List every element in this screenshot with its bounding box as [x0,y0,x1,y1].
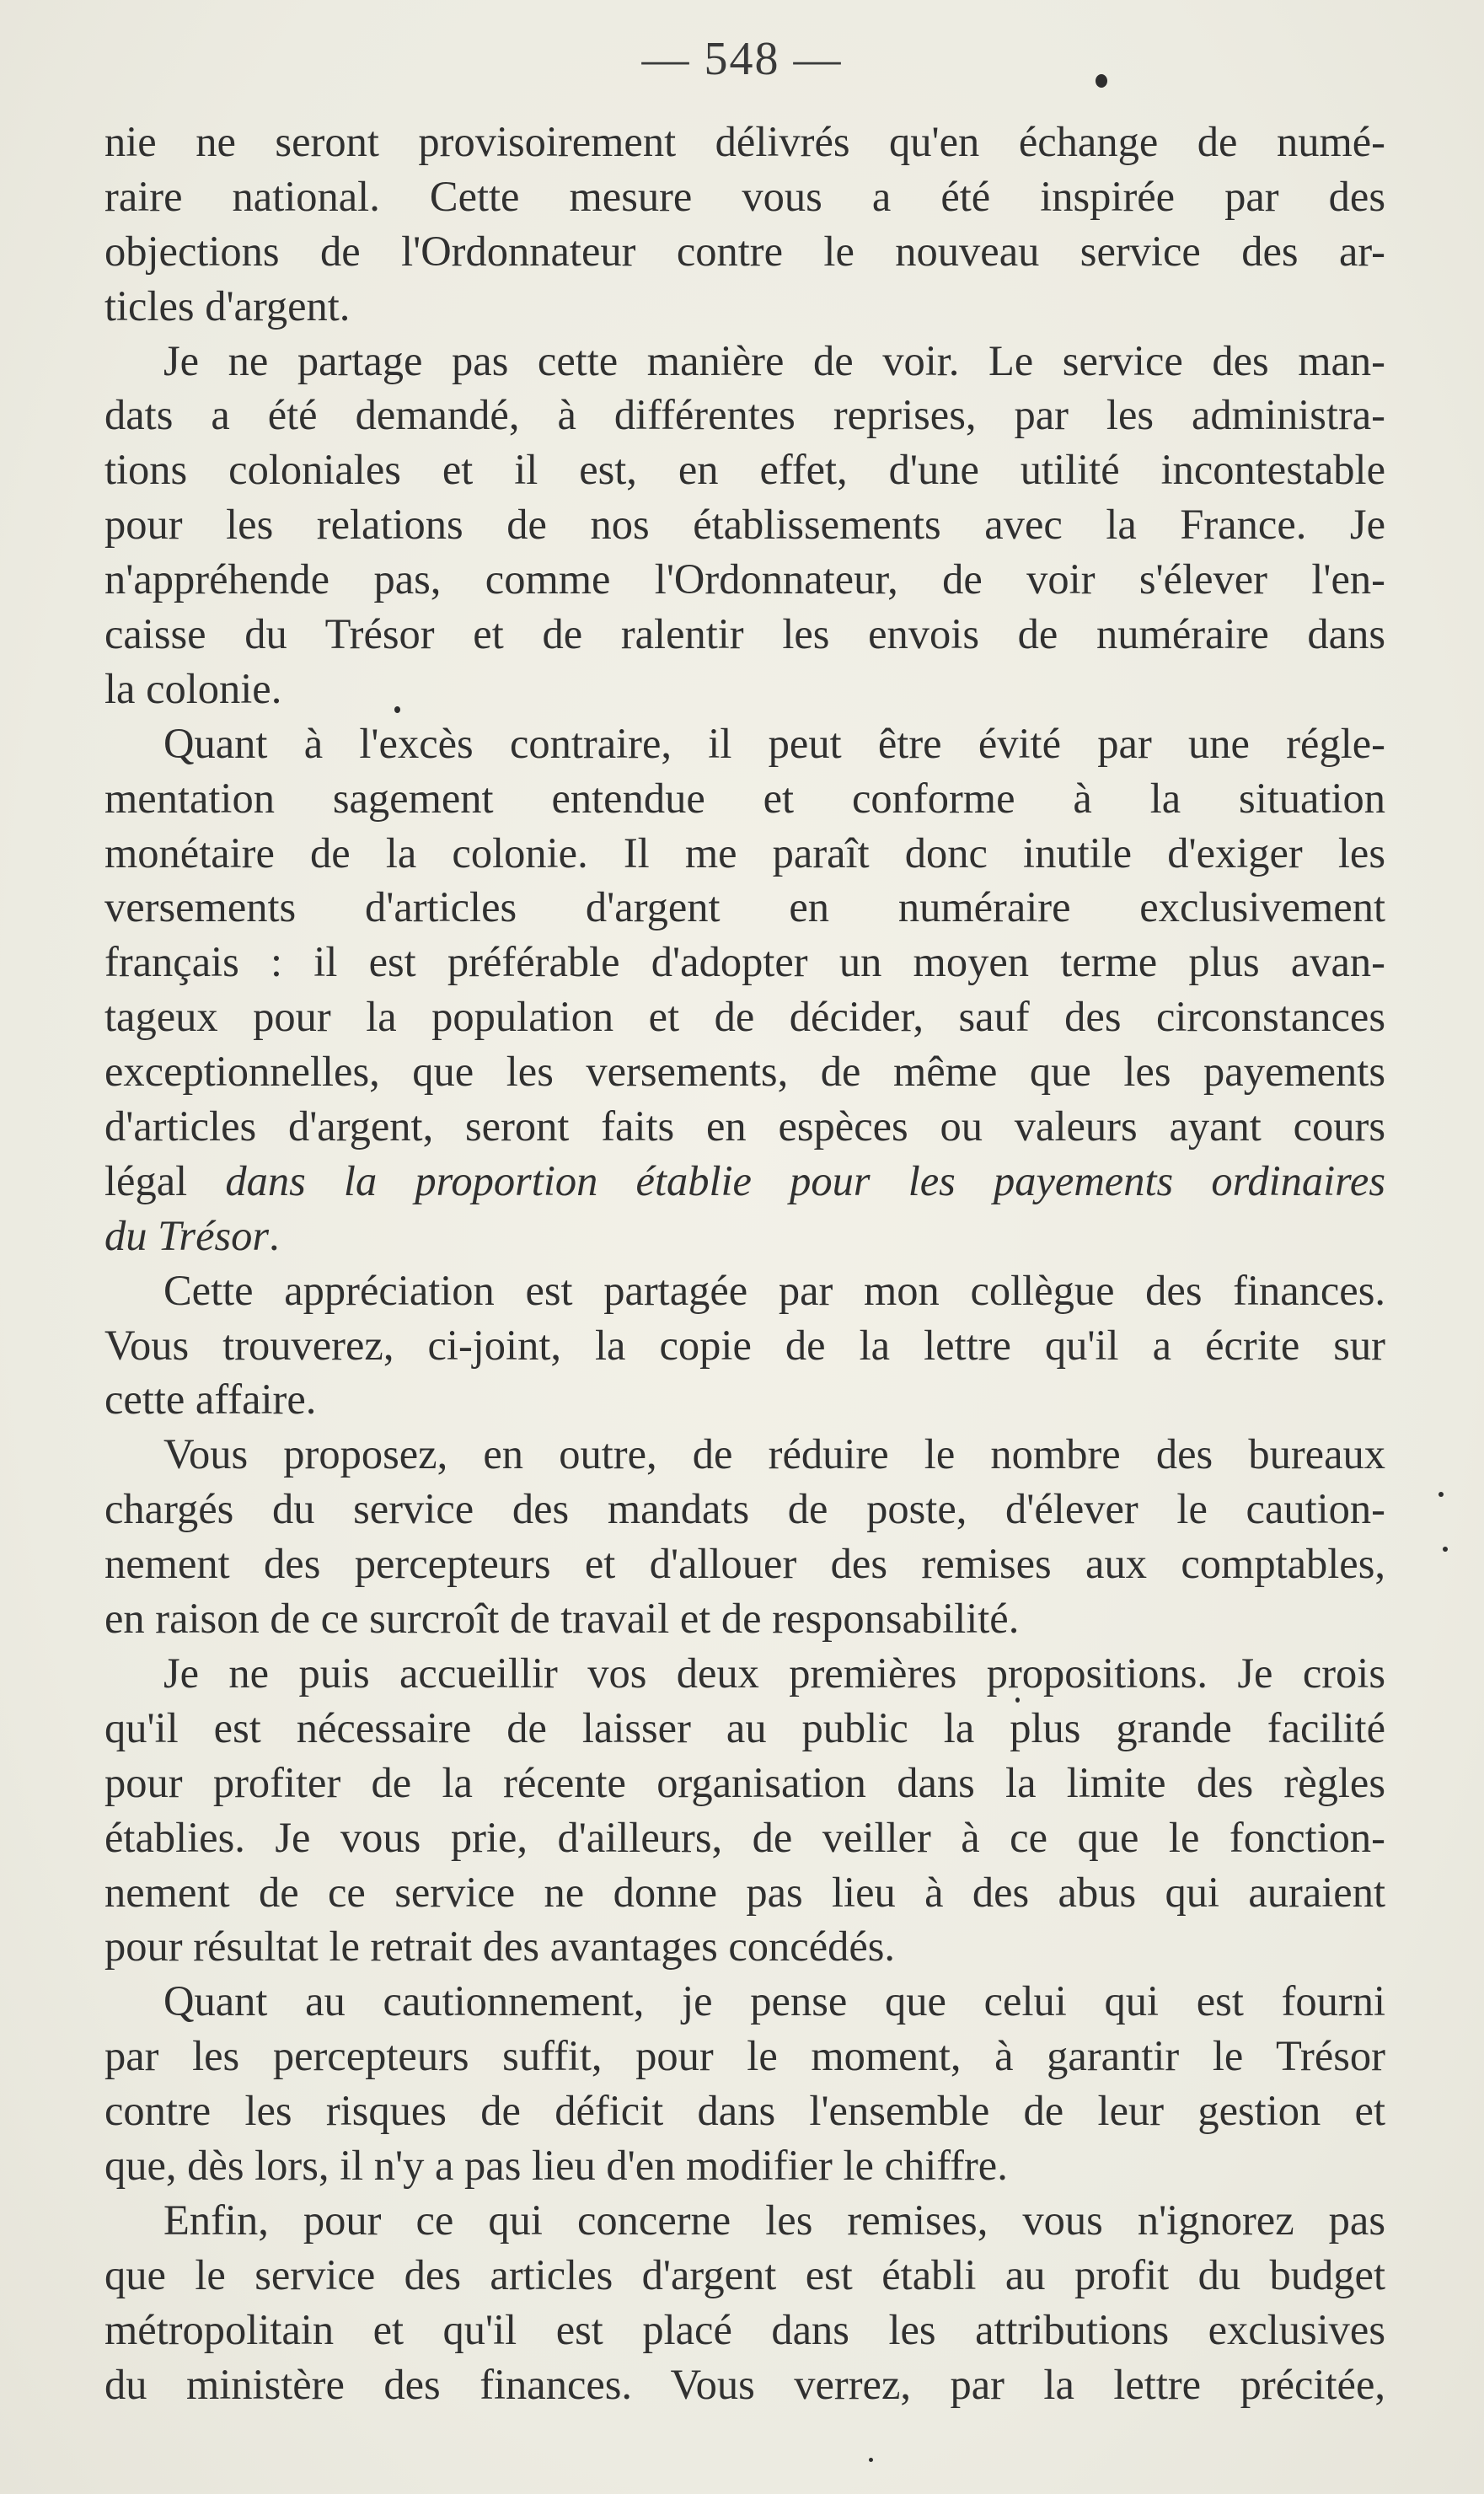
text-line: raire national. Cette mesure vous a été inspirée par des [104,172,1385,220]
text-line: par les percepteurs suffit, pour le moment, à garantir le Trésor [104,2032,1385,2080]
paragraph-start: Vous proposez, en outre, de réduire le nombre des bureaux [163,1430,1385,1478]
text-line: qu'il est nécessaire de laisser au public la plus grande facilité [104,1703,1385,1751]
paragraph-start: Je ne partage pas cette manière de voir. Le service des man- [163,336,1385,384]
text-line: dats a été demandé, à différentes reprises, par les administra- [104,391,1385,439]
text-line: nie ne seront provisoirement délivrés qu'en échange de numé- [104,118,1385,165]
text-segment: . [269,1211,280,1259]
text-line: Vous trouverez, ci-joint, la copie de la lettre qu'il a écrite sur [104,1321,1385,1369]
text-line: que, dès lors, il n'y a pas lieu d'en modifier le chiffre. [104,2141,1008,2189]
text-line: monétaire de la colonie. Il me paraît donc inutile d'exiger les [104,829,1385,877]
page-number: — 548 — [641,33,843,85]
text-line: pour résultat le retrait des avantages concédés. [104,1923,896,1971]
text-line: n'appréhende pas, comme l'Ordonnateur, de voir s'élever l'en- [104,555,1385,603]
ink-speck [394,706,400,713]
text-segment: légal [104,1156,226,1204]
text-line: contre les risques de déficit dans l'ensemble de leur gestion et [104,2087,1385,2135]
text-line: en raison de ce surcroît de travail et de responsabilité. [104,1595,1020,1643]
text-line: pour les relations de nos établissements avec la France. Je [104,501,1385,549]
text-line: la colonie. [104,664,282,712]
text-line: pour profiter de la récente organisation dans la limite des règles [104,1758,1385,1806]
ink-speck [1438,1492,1444,1497]
text-line: que le service des articles d'argent est établi au profit du budget [104,2250,1385,2298]
body-text [104,115,1385,2411]
ink-speck [1015,1698,1020,1703]
paragraph-start: Quant à l'excès contraire, il peut être évité par une régle- [163,719,1385,767]
text-line: exceptionnelles, que les versements, de même que les payements [104,1048,1385,1096]
ink-speck [1443,1547,1448,1552]
text-line: tions coloniales et il est, en effet, d'une utilité incontestable [104,446,1385,494]
paragraph-start: Cette appréciation est partagée par mon collègue des finances. [163,1266,1385,1314]
text-line-with-italic [104,1209,1385,1263]
text-line: chargés du service des mandats de poste, d'élever le caution- [104,1485,1385,1533]
paragraph-start: Quant au cautionnement, je pense que celui qui est fourni [163,1977,1385,2025]
text-line: versements d'articles d'argent en numéraire exclusivement [104,883,1385,931]
text-line: mentation sagement entendue et conforme à la situation [104,774,1385,822]
text-line: tageux pour la population et de décider, sauf des circonstances [104,993,1385,1041]
italic-text-segment: du Trésor [104,1211,270,1259]
paragraph-start: Je ne puis accueillir vos deux premières propositions. Je crois [163,1649,1385,1697]
text-line: nement de ce service ne donne pas lieu à des abus qui auraient [104,1868,1385,1916]
text-line-with-italic [104,1154,1385,1209]
text-line: nement des percepteurs et d'allouer des remises aux comptables, [104,1540,1385,1588]
ink-speck [869,2458,873,2462]
text-line: objections de l'Ordonnateur contre le nouveau service des ar- [104,227,1385,275]
text-line: métropolitain et qu'il est placé dans les attributions exclusives [104,2305,1385,2353]
italic-text-segment: dans la proportion établie pour les payements ordinaires [225,1156,1385,1204]
paragraph-start: Enfin, pour ce qui concerne les remises, vous n'ignorez pas [163,2196,1385,2244]
text-line: français : il est préférable d'adopter un moyen terme plus avan- [104,938,1385,986]
text-line: du ministère des finances. Vous verrez, par la lettre précitée, [104,2360,1385,2408]
text-line: caisse du Trésor et de ralentir les envois de numéraire dans [104,610,1385,658]
ink-speck [1096,74,1107,88]
text-line: établies. Je vous prie, d'ailleurs, de veiller à ce que le fonction- [104,1813,1385,1861]
text-line: ticles d'argent. [104,282,351,330]
text-line: d'articles d'argent, seront faits en espèces ou valeurs ayant cours [104,1102,1385,1150]
text-line: cette affaire. [104,1376,317,1424]
